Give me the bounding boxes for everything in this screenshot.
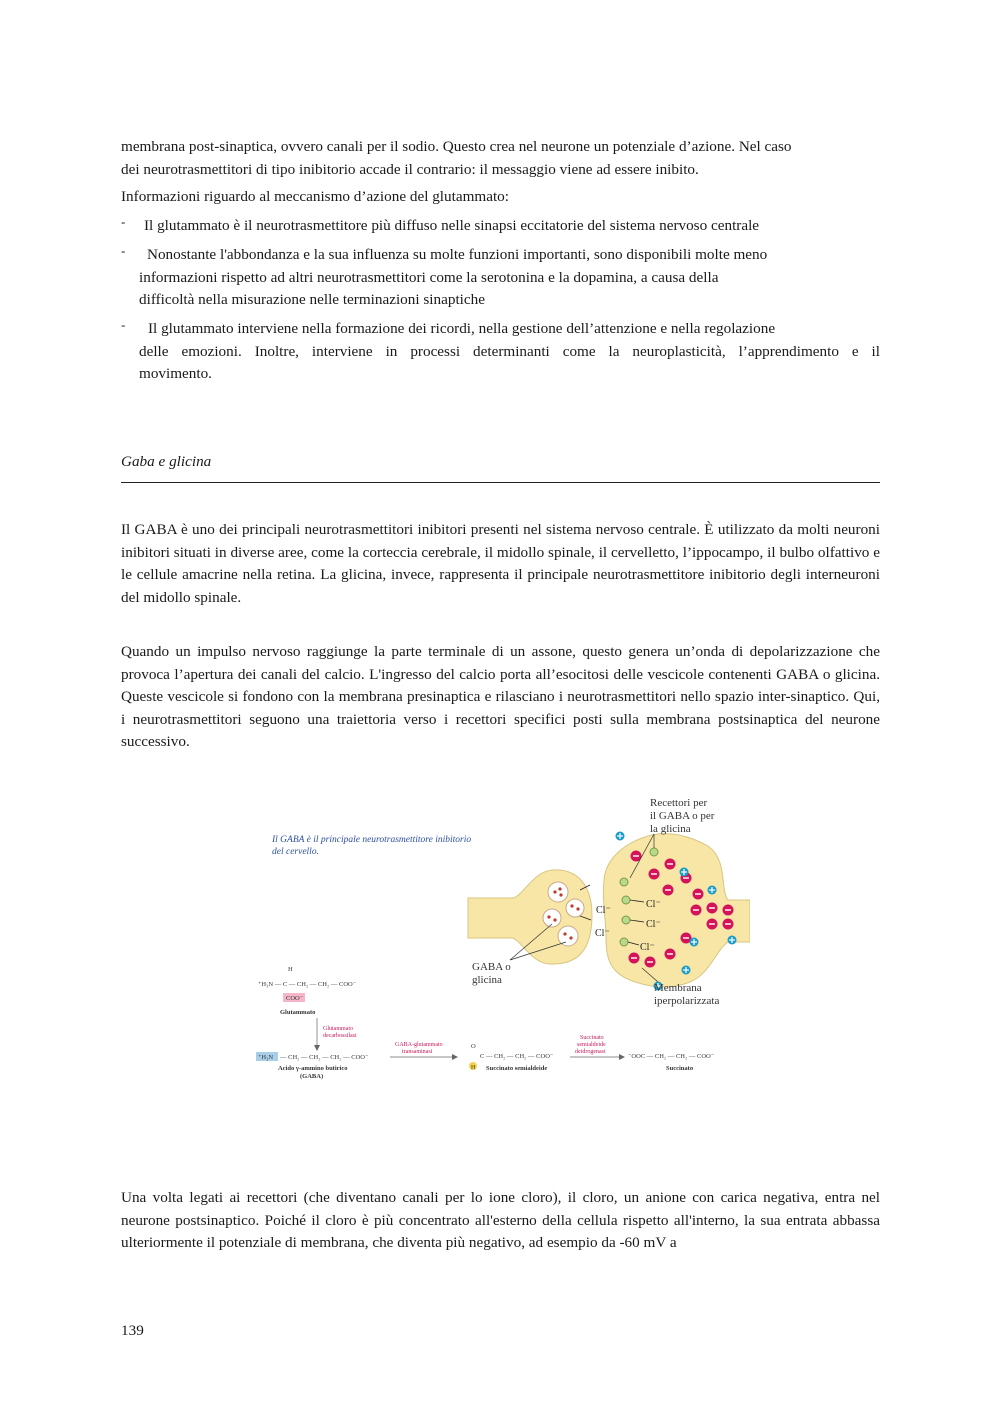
name-succ-semi: Succinato semialdeide [486,1065,548,1072]
section-divider [121,482,880,483]
pathway-arrowhead-1 [314,1045,320,1051]
vesicle [566,899,584,917]
bullet-text-line2: delle emozioni. Inoltre, interviene in processi determinanti come la neuroplasticità, l’apprendimento e il [139,342,880,360]
formula-glutammato: ⁺H₃N — C — CH₂ — CH₂ — COO⁻ [258,981,357,988]
name-gaba-line1: Acido γ-ammino butirico [278,1065,348,1072]
name-succinato: Succinato [666,1065,694,1072]
gaba-synapse-figure [250,790,750,1080]
receptor [650,848,658,856]
bullet-item [121,318,880,386]
bullet-text-line2: informazioni rispetto ad altri neurotrasmettitori come la serotonina e la dopamina, a causa della [139,268,719,286]
enzyme-3-line1: Succinato [580,1035,604,1041]
enzyme-2-line2: transaminasi [402,1049,433,1055]
paragraph-bottom: Una volta legati ai recettori (che diventano canali per lo ione cloro), il cloro, un anione con carica negativa, entra nel neurone postsinaptico. Poiché il cloro è più concentrato all'esterno della cellula rispetto all'interno, la sua entrata abbassa ulteriormente il potenziale di membrana, che diventa più negativo, ad esempio da -60 mV a [121,1189,880,1251]
receptor [622,916,630,924]
paragraph-gaba: Il GABA è uno dei principali neurotrasmettitori inibitori presenti nel sistema nervoso centrale. È utilizzato da molti neuroni inibitori situati in diverse aree, come la corteccia cerebrale, il midollo spinale, il cervelletto, l’ippocampo, il bulbo olfattivo e le cellule amacrine nella retina. La glicina, invece, rappresenta il principale neurotrasmettitore inibitorio degli interneuroni del midollo spinale. [121,521,880,606]
chloride-label: Cl⁻ [595,928,610,939]
page-number: 139 [121,1322,144,1339]
label-recettori-line1: Recettori per [650,797,708,809]
label-gaba-line2: glicina [472,974,502,986]
chloride-label: Cl⁻ [646,919,661,930]
bullet-dash: - [121,243,126,258]
pathway-arrowhead-2 [452,1054,458,1060]
figure-caption-line2: del cervello. [272,847,319,857]
section-heading: Gaba e glicina [121,453,212,470]
formula-o: O [471,1043,476,1050]
bullet-dash: - [121,214,126,229]
enzyme-2-line1: GABA-glutammato [395,1042,443,1048]
bullet-text-line3: movimento. [139,365,212,382]
bullet-item [121,215,880,238]
top-paragraph [121,136,880,181]
formula-gaba-nh: ⁺H₃N [258,1054,274,1061]
receptor [620,878,628,886]
paragraph-impulso: Quando un impulso nervoso raggiunge la parte terminale di un assone, questo genera un’onda di depolarizzazione che provoca l’apertura dei canali del calcio. L'ingresso del calcio porta all’esocitosi delle vescicole contenenti GABA o glicina. Queste vescicole si fondono con la membrana presinaptica e rilasciano i neurotrasmettitori nello spazio inter-sinaptico. Qui, i neurotrasmettitori seguono una traiettoria verso i recettori specifici posti sulla membrana postsinaptica del neurone successivo. [121,643,880,750]
receptor [620,938,628,946]
enzyme-1-line2: decarbossilasi [323,1033,357,1039]
vesicle [558,926,578,946]
enzyme-3-line3: deidrogenasi [575,1049,606,1055]
label-recettori-line2: il GABA o per [650,810,715,822]
label-recettori-line3: la glicina [650,823,691,835]
formula-gaba-rest: — CH₂ — CH₂ — CH₂ — COO⁻ [280,1054,369,1061]
bullet-dash: - [121,317,126,332]
figure-caption-line1: Il GABA è il principale neurotrasmettitore inibitorio [272,835,472,845]
chloride-label: Cl⁻ [640,942,655,953]
formula-succ-semi: C — CH₂ — CH₂ — COO⁻ [480,1053,554,1060]
bullet-item [121,244,880,312]
bullet-text-line3: difficoltà nella misurazione nelle terminazioni sinaptiche [139,291,485,308]
label-gaba-line1: GABA o [472,961,511,973]
chloride-label: Cl⁻ [646,899,661,910]
intro-glutammato: Informazioni riguardo al meccanismo d’azione del glutammato: [121,188,509,205]
bullet-text-line1: Nonostante l'abbondanza e la sua influenza su molte funzioni importanti, sono disponibili molte meno [147,246,768,263]
label-membrana-line2: iperpolarizzata [654,995,720,1007]
name-glutammato: Glutammato [280,1009,316,1016]
figure-svg [250,790,750,1080]
formula-succinato: ⁻OOC — CH₂ — CH₂ — COO⁻ [628,1053,715,1060]
chloride-label: Cl⁻ [596,905,611,916]
label-membrana-line1: Membrana [654,982,702,994]
receptor [622,896,630,904]
formula-h2: H [471,1065,476,1071]
top-paragraph-line2: dei neurotrasmettitori di tipo inibitorio accade il contrario: il messaggio viene ad essere inibito. [121,160,699,178]
bullet-text: Il glutammato è il neurotrasmettitore più diffuso nelle sinapsi eccitatorie del sistema nervoso centrale [144,217,760,234]
formula-h: H [288,966,293,973]
top-paragraph-line1: membrana post-sinaptica, ovvero canali per il sodio. Questo crea nel neurone un potenziale d’azione. Nel caso [121,138,792,155]
formula-coo: COO⁻ [286,995,304,1002]
enzyme-3-line2: semialdeide [577,1042,606,1048]
bullet-text-line1: Il glutammato interviene nella formazione dei ricordi, nella gestione dell’attenzione e nella regolazione [148,320,776,337]
name-gaba-line2: (GABA) [300,1073,324,1080]
enzyme-1-line1: Glutammato [323,1026,353,1032]
pathway-arrowhead-3 [619,1054,625,1060]
vesicle [548,882,568,902]
